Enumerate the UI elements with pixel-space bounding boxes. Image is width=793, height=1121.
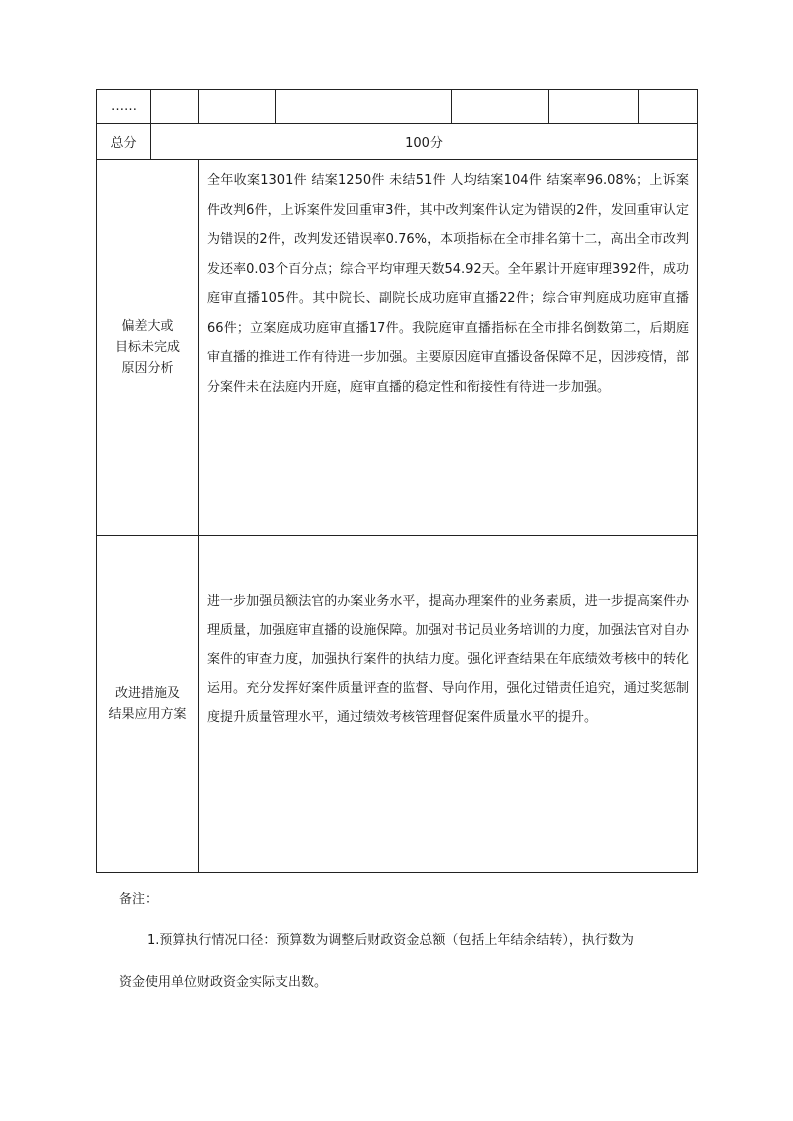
empty-cell (199, 90, 276, 123)
empty-cell (639, 90, 697, 123)
ellipsis-cell: …… (97, 90, 151, 123)
performance-table (96, 89, 698, 873)
improvement-text: 进一步加强员额法官的办案业务水平，提高办理案件的业务素质，进一步提高案件办理质量，加强庭审直播的设施保障。加强对书记员业务培训的力度，加强法官对自办案件的审查力度，加强执行案件的执结力度。强化评查结果在年底绩效考核中的转化运用。充分发挥好案件质量评查的监督、导向作用，强化过错责任追究，通过奖惩制度提升质量管理水平，通过绩效考核管理督促案件质量水平的提升。 (207, 594, 689, 725)
deviation-label-line: 偏差大或 (121, 319, 174, 334)
deviation-label-line: 目标未完成 (114, 340, 180, 355)
empty-cell (151, 90, 199, 123)
table-row-improvement (96, 536, 698, 873)
deviation-label (97, 160, 199, 535)
empty-cell (276, 90, 452, 123)
table-row-deviation (96, 160, 698, 536)
notes-line-1: 1.预算执行情况口径：预算数为调整后财政资金总额（包括上年结余结转），执行数为 (147, 933, 634, 948)
table-row-ellipsis (96, 89, 698, 124)
deviation-text: 全年收案1301件 结案1250件 未结51件 人均结案104件 结案率96.08%；上诉案件改判6件，上诉案件发回重审3件，其中改判案件认定为错误的2件，发回重审认定为错误的2件，改判发还错误率0.76%，本项指标在全市排名第十二，高出全市改判发还率0.03个百分点；综合平均审理天数54.92天。全年累计开庭审理392件，成功庭审直播105件。其中院长、副院长成功庭审直播22件；综合审判庭成功庭审直播66件；立案庭成功庭审直播17件。我院庭审直播指标在全市排名倒数第二，后期庭审直播的推进工作有待进一步加强。主要原因庭审直播设备保障不足，因涉疫情，部分案件未在法庭内开庭，庭审直播的稳定性和衔接性有待进一步加强。 (207, 173, 689, 395)
deviation-label-line: 原因分析 (121, 361, 174, 376)
notes-line-2: 资金使用单位财政资金实际支出数。 (119, 975, 328, 990)
improvement-label-line: 改进措施及 (114, 686, 180, 701)
improvement-label-line: 结果应用方案 (108, 707, 187, 722)
empty-cell (452, 90, 549, 123)
table-row-total (96, 124, 698, 160)
total-value: 100分 (405, 136, 443, 151)
improvement-label (97, 536, 199, 872)
notes-title: 备注： (119, 892, 159, 907)
total-label: 总分 (97, 124, 151, 159)
empty-cell (549, 90, 639, 123)
